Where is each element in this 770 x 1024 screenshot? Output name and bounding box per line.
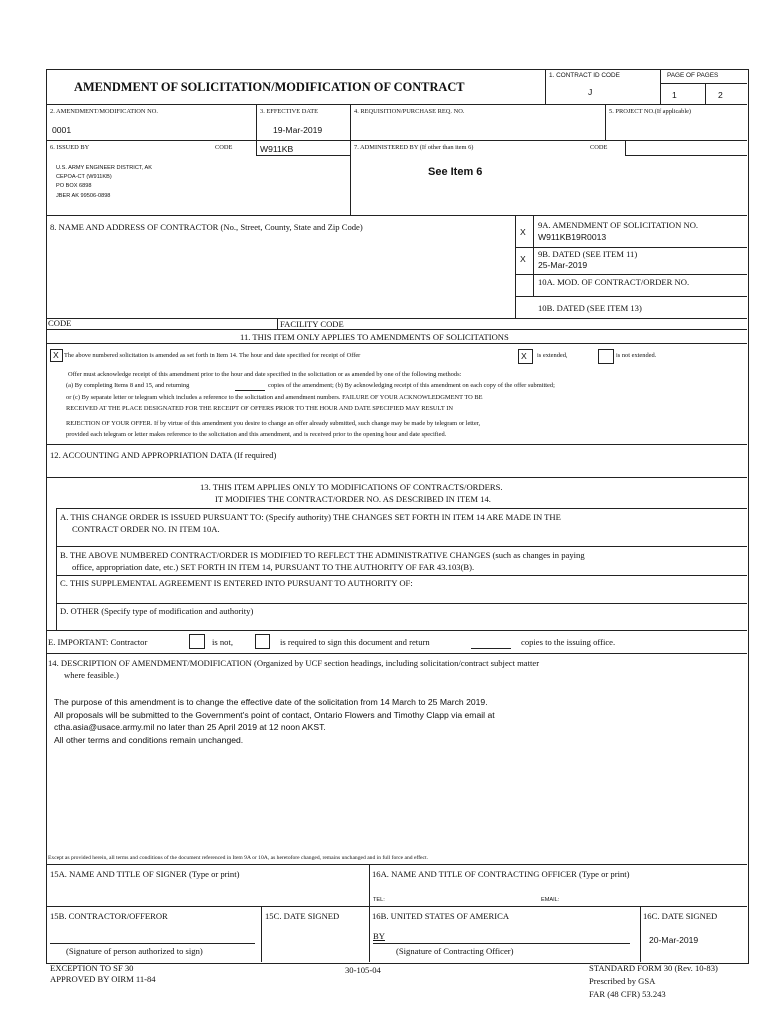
item11-checkbox-mark: X [53,350,59,360]
extended-checkbox-mark: X [521,351,527,361]
contractor-date-signed-label: 15C. DATE SIGNED [265,911,340,921]
label-9a: 9A. AMENDMENT OF SOLICITATION NO. [538,220,699,230]
copies-label: copies to the issuing office. [521,637,616,647]
effective-date: 19-Mar-2019 [273,125,323,135]
amendment-no: 0001 [52,125,72,135]
item13-a-line1: A. THIS CHANGE ORDER IS ISSUED PURSUANT TO: (Specify authority) THE CHANGES SET FORTH IN ITEM 14 ARE MADE IN THE [60,512,561,522]
facility-code-label: FACILITY CODE [280,319,344,329]
copies-returned-blank[interactable] [235,390,265,391]
officer-date-signed: 20-Mar-2019 [649,935,699,945]
item14-label-1: 14. DESCRIPTION OF AMENDMENT/MODIFICATION (Organized by UCF section headings, including solicitation/contract subject matter [48,658,540,668]
extended-label: is extended, [537,352,568,359]
requisition-label: 4. REQUISITION/PURCHASE REQ. NO. [354,108,465,115]
important-label: E. IMPORTANT: Contractor [48,637,148,647]
item11-para-3: or (c) By separate letter or telegram which includes a reference to the solicitation and amendment numbers. FAILURE OF YOUR ACKNOWLEDGMENT TO BE [66,394,483,401]
is-required-label: is required to sign this document and return [280,637,430,647]
footer-standard-form: STANDARD FORM 30 (Rev. 10-83) [589,963,718,973]
by-label: BY [373,931,385,941]
contractor-signature-line[interactable] [50,943,255,944]
item14-label-2: where feasible.) [64,670,119,680]
value-9b: 25-Mar-2019 [538,260,588,270]
not-extended-checkbox[interactable] [598,349,614,364]
total-pages: 2 [718,90,723,100]
item13-a-line2: CONTRACT ORDER NO. IN ITEM 10A. [72,524,220,534]
officer-date-signed-label: 16C. DATE SIGNED [643,911,718,921]
tel-label: TEL: [373,897,385,903]
item13-b-line1: B. THE ABOVE NUMBERED CONTRACT/ORDER IS MODIFIED TO REFLECT THE ADMINISTRATIVE CHANGES (such as changes in paying [60,550,585,560]
contractor-signature-caption: (Signature of person authorized to sign) [66,946,203,956]
contract-id-code-label: 1. CONTRACT ID CODE [549,72,620,79]
item13-c: C. THIS SUPPLEMENTAL AGREEMENT IS ENTERED INTO PURSUANT TO AUTHORITY OF: [60,578,413,588]
footer-form-number: 30-105-04 [345,965,381,975]
contracting-officer-name-label: 16A. NAME AND TITLE OF CONTRACTING OFFICER (Type or print) [372,869,630,879]
effective-date-label: 3. EFFECTIVE DATE [260,108,319,115]
item14-description [54,696,495,746]
item13-b-line2: office, appropriation date, etc.) SET FORTH IN ITEM 14, PURSUANT TO THE AUTHORITY OF FAR 43.103(B). [72,562,475,572]
description-line: All other terms and conditions remain unchanged. [54,734,244,745]
issued-by-code-label: CODE [215,144,233,151]
administered-by-label: 7. ADMINISTERED BY (If other than item 6) [354,144,474,151]
is-required-checkbox[interactable] [255,634,270,649]
project-no-label: 5. PROJECT NO.(If applicable) [609,108,692,115]
amendment-no-label: 2. AMENDMENT/MODIFICATION NO. [50,108,158,115]
item14-footer: Except as provided herein, all terms and conditions of the document referenced in Item 9A or 10A, as heretofore changed, remains unchanged and in full force and effect. [48,855,428,861]
issued-by-label: 6. ISSUED BY [50,144,90,151]
label-9b: 9B. DATED (SEE ITEM 11) [538,249,638,259]
signer-name-label: 15A. NAME AND TITLE OF SIGNER (Type or print) [50,869,240,879]
footer-approved: APPROVED BY OIRM 11-84 [50,974,156,984]
item11-para-6: provided each telegram or letter makes reference to the solicitation and this amendment, and is received prior to the opening hour and date specified. [66,431,447,438]
contractor-offeror-label: 15B. CONTRACTOR/OFFEROR [50,911,168,921]
footer-far: FAR (48 CFR) 53.243 [589,989,666,999]
item13-header-2: IT MODIFIES THE CONTRACT/ORDER NO. AS DESCRIBED IN ITEM 14. [215,494,491,504]
united-states-label: 16B. UNITED STATES OF AMERICA [372,911,510,921]
page-number: 1 [672,90,677,100]
administered-by-code-label: CODE [590,144,608,151]
item13-d: D. OTHER (Specify type of modification and authority) [60,606,254,616]
officer-signature-line[interactable] [373,943,630,944]
item11-text: The above numbered solicitation is amended as set forth in Item 14. The hour and date specified for receipt of Offer [64,352,361,359]
item11-para-2b: copies of the amendment; (b) By acknowledging receipt of this amendment on each copy of the offer submitted; [268,382,555,389]
is-not-label: is not, [212,637,234,647]
footer-exception: EXCEPTION TO SF 30 [50,963,134,973]
item11-header: 11. THIS ITEM ONLY APPLIES TO AMENDMENTS OF SOLICITATIONS [240,332,509,342]
item12-label: 12. ACCOUNTING AND APPROPRIATION DATA (If required) [50,450,277,460]
value-9a: W911KB19R0013 [538,232,607,242]
label-10a: 10A. MOD. OF CONTRACT/ORDER NO. [538,277,690,287]
description-line: ctha.asia@usace.army.mil no later than 25 April 2019 at 12 noon AKST. [54,722,326,732]
form-title: AMENDMENT OF SOLICITATION/MODIFICATION OF CONTRACT [74,80,465,94]
copies-blank[interactable] [471,648,511,649]
page-of-pages-label: PAGE OF PAGES [667,72,719,79]
mark-9b: X [520,254,526,264]
contract-id-code: J [588,87,593,97]
email-label: EMAIL: [541,897,560,903]
issuer-address: U.S. ARMY ENGINEER DISTRICT, AK CEPOA-CT (W911KB) PO BOX 6898 JBER AK 99506-0898 [56,165,152,199]
footer-prescribed: Prescribed by GSA [589,976,656,986]
description-line: The purpose of this amendment is to change the effective date of the solicitation from 14 March to 25 March 2019. [54,697,488,707]
administered-by-value: See Item 6 [428,166,483,178]
item11-para-4: RECEIVED AT THE PLACE DESIGNATED FOR THE RECEIPT OF OFFERS PRIOR TO THE HOUR AND DATE SPECIFIED MAY RESULT IN [66,405,453,412]
item13-header-1: 13. THIS ITEM APPLIES ONLY TO MODIFICATIONS OF CONTRACTS/ORDERS. [200,482,503,492]
contractor-code-label: CODE [48,318,72,328]
item11-para-5: REJECTION OF YOUR OFFER. If by virtue of this amendment you desire to change an offer already submitted, such change may be made by telegram or letter, [66,420,481,427]
label-10b: 10B. DATED (SEE ITEM 13) [538,303,642,313]
item11-para-2a: (a) By completing Items 8 and 15, and returning [66,382,190,389]
officer-signature-caption: (Signature of Contracting Officer) [396,946,514,956]
contractor-label: 8. NAME AND ADDRESS OF CONTRACTOR (No., Street, County, State and Zip Code) [50,222,363,232]
description-line: All proposals will be submitted to the Government's point of contact, Ontario Flowers and Timothy Clapp via email at [54,709,495,720]
mark-9a: X [520,227,526,237]
is-not-checkbox[interactable] [189,634,205,649]
not-extended-label: is not extended. [616,352,657,359]
item11-para-1: Offer must acknowledge receipt of this amendment prior to the hour and date specified in the solicitation or as amended by one of the following methods: [68,371,462,378]
issued-by-code: W911KB [260,144,294,154]
